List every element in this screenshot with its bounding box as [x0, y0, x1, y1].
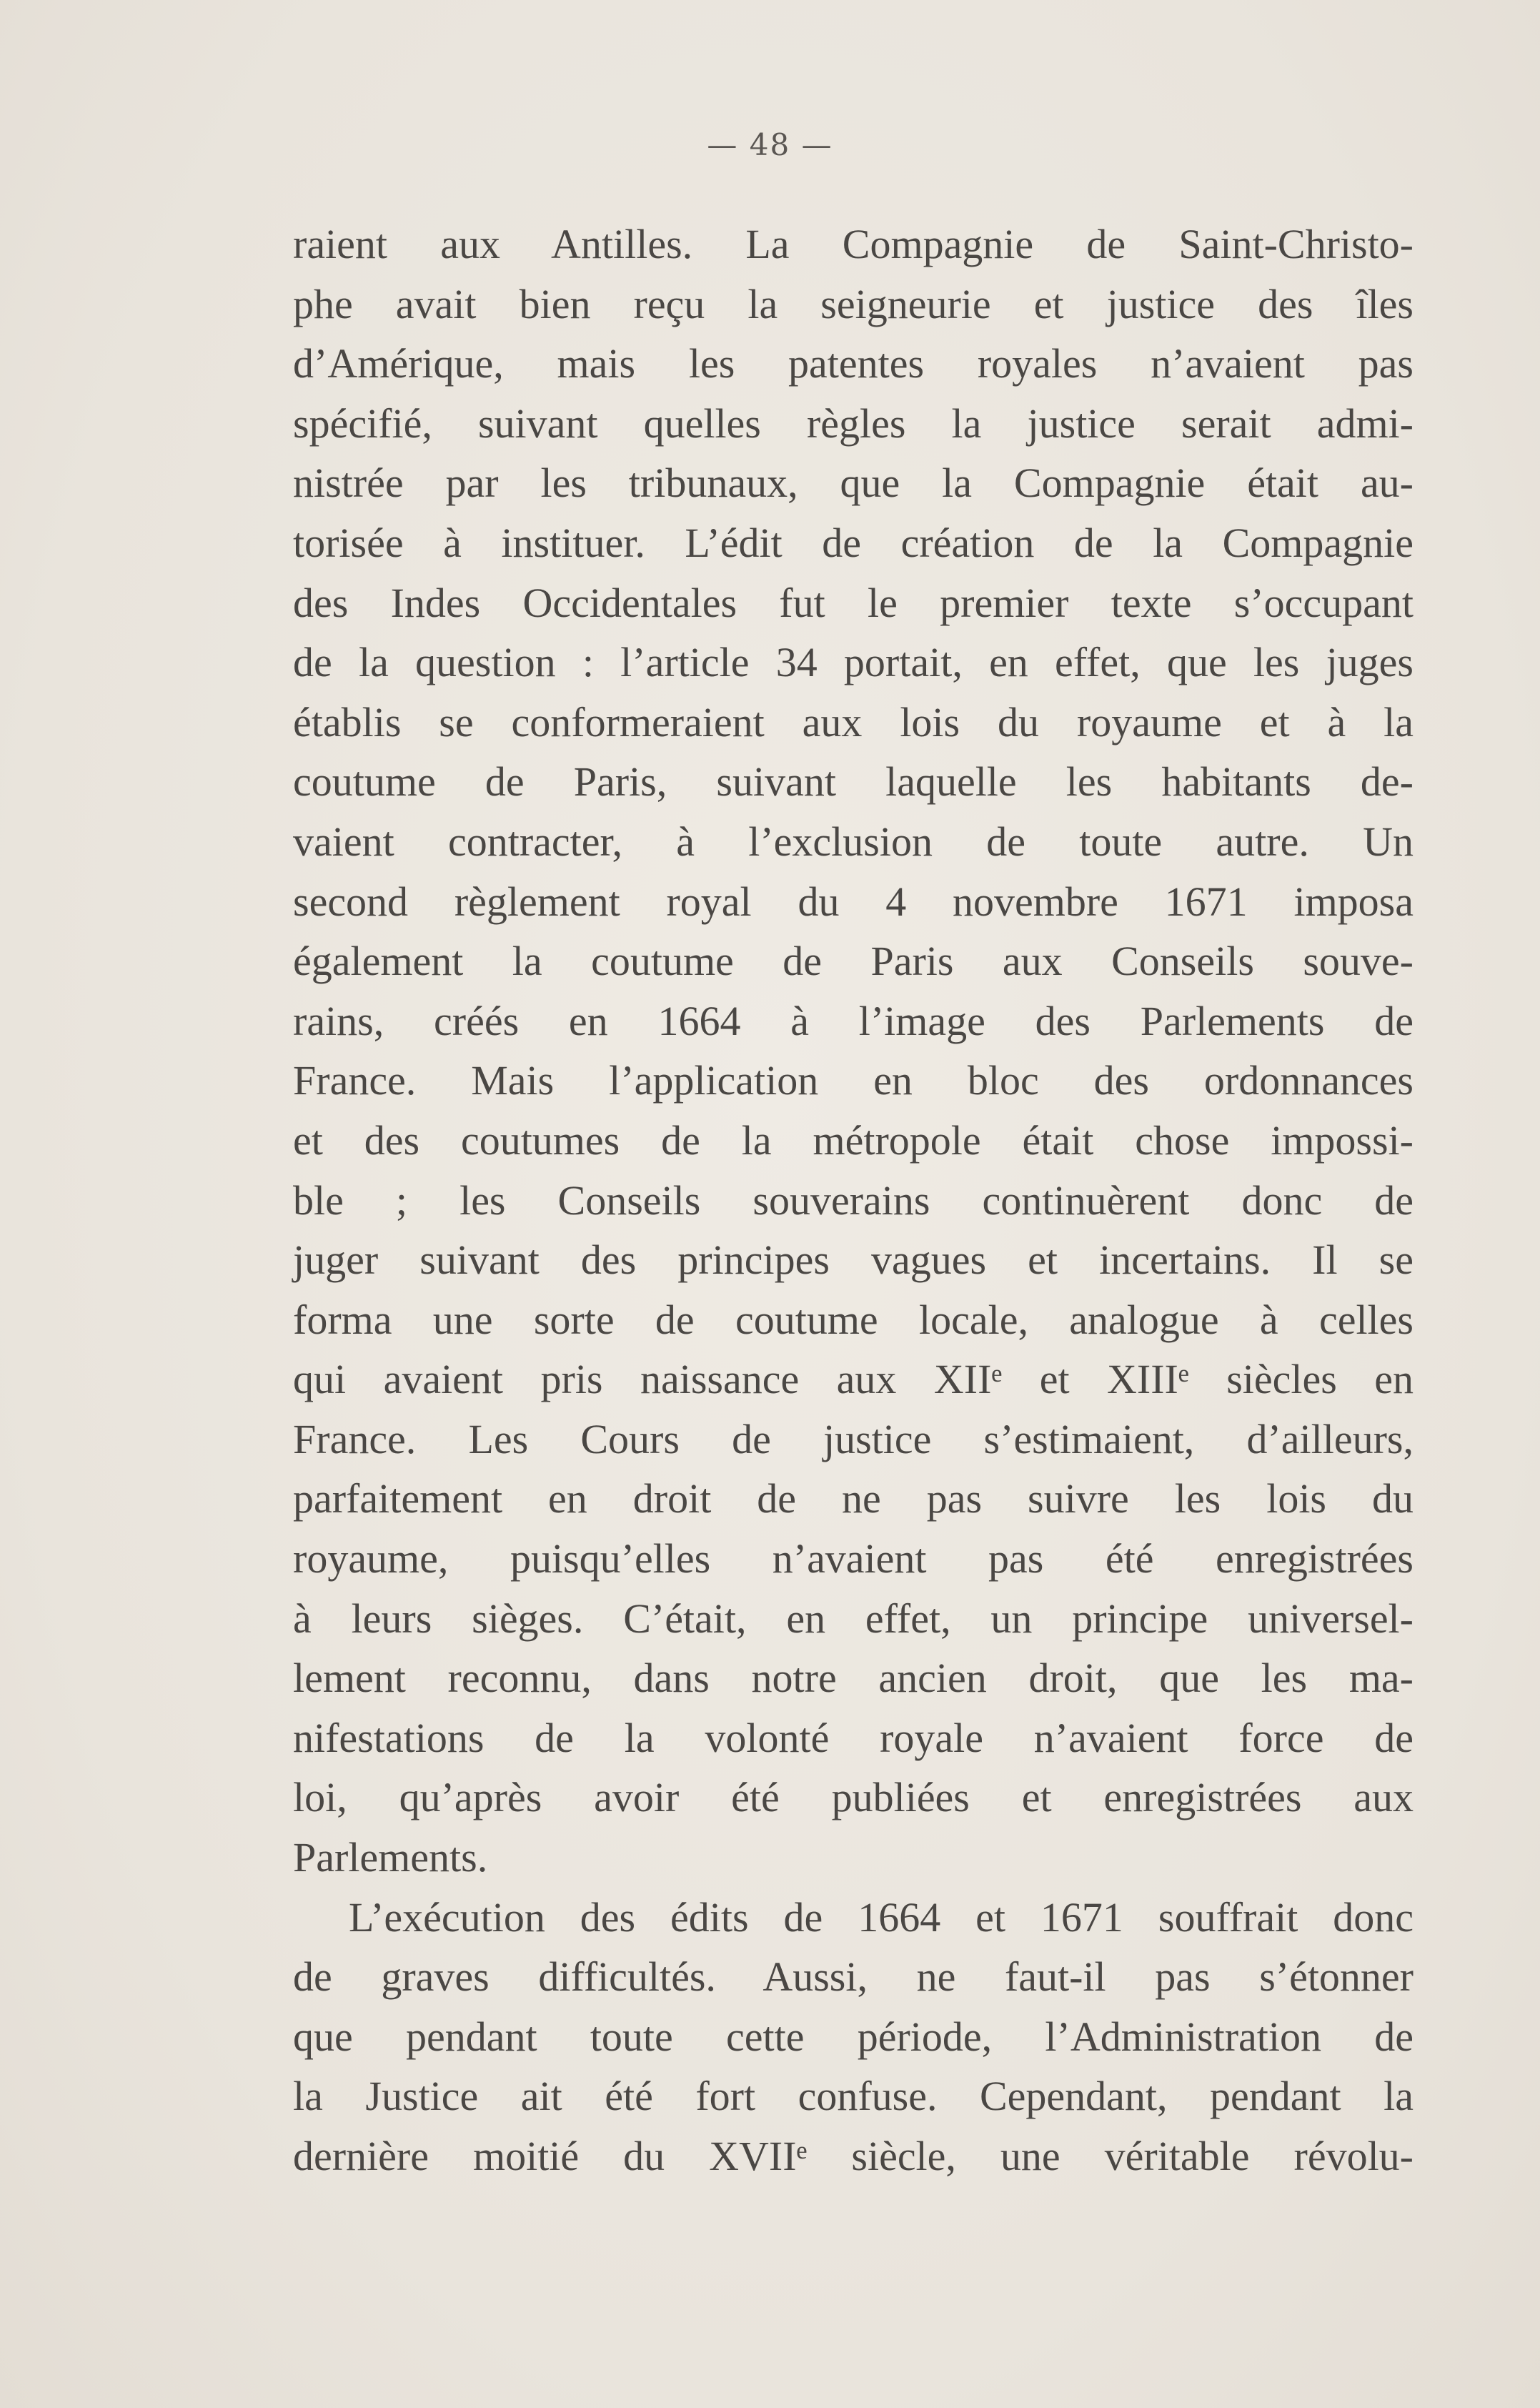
text-line: dernière moitié du XVIIᵉ siècle, une véritable révolu- [293, 2133, 1414, 2179]
text-line: que pendant toute cette période, l’Administration de [293, 2013, 1414, 2060]
text-line: établis se conformeraient aux lois du royaume et à la [293, 698, 1414, 745]
text-line: France. Mais l’application en bloc des ordonnances [293, 1057, 1414, 1104]
text-line: juger suivant des principes vagues et incertains. Il se [293, 1237, 1414, 1284]
text-line: qui avaient pris naissance aux XIIᵉ et XIIIᵉ siècles en [293, 1356, 1414, 1403]
text-line: second règlement royal du 4 novembre 1671 imposa [293, 878, 1414, 925]
text-line: nistrée par les tribunaux, que la Compagnie était au- [293, 460, 1414, 507]
text-line: rains, créés en 1664 à l’image des Parlements de [293, 997, 1414, 1044]
text-line: France. Les Cours de justice s’estimaient, d’ailleurs, [293, 1415, 1414, 1462]
text-line: royaume, puisqu’elles n’avaient pas été enregistrées [293, 1535, 1414, 1582]
text-line: spécifié, suivant quelles règles la justice serait admi- [293, 400, 1414, 447]
text-line: de la question : l’article 34 portait, en effet, que les juges [293, 639, 1414, 686]
text-line: lement reconnu, dans notre ancien droit, que les ma- [293, 1655, 1414, 1702]
text-line: à leurs sièges. C’était, en effet, un principe universel- [293, 1595, 1414, 1642]
text-line: d’Amérique, mais les patentes royales n’avaient pas [293, 340, 1414, 387]
text-line: la Justice ait été fort confuse. Cependant, pendant la [293, 2073, 1414, 2120]
text-line: parfaitement en droit de ne pas suivre les lois du [293, 1475, 1414, 1522]
text-line: ble ; les Conseils souverains continuèrent donc de [293, 1176, 1414, 1224]
page-number: — 48 — [707, 127, 833, 162]
text-line: vaient contracter, à l’exclusion de toute autre. Un [293, 818, 1414, 865]
text-line: loi, qu’après avoir été publiées et enregistrées aux [293, 1774, 1414, 1821]
text-line: et des coutumes de la métropole était chose impossi- [293, 1116, 1414, 1164]
text-line: coutume de Paris, suivant laquelle les habitants de- [293, 758, 1414, 806]
text-line: de graves difficultés. Aussi, ne faut-il pas s’étonner [293, 1953, 1414, 2001]
paragraph-end-line: Parlements. [293, 1834, 488, 1881]
text-line: phe avait bien reçu la seigneurie et justice des îles [293, 280, 1414, 327]
text-line: forma une sorte de coutume locale, analogue à celles [293, 1296, 1414, 1343]
text-line: nifestations de la volonté royale n’avaient force de [293, 1714, 1414, 1761]
text-line: raient aux Antilles. La Compagnie de Saint-Christo- [293, 221, 1414, 267]
text-line: également la coutume de Paris aux Conseils souve- [293, 938, 1414, 985]
text-line: torisée à instituer. L’édit de création de la Compagnie [293, 519, 1414, 566]
body-text [293, 214, 1414, 2186]
text-line: des Indes Occidentales fut le premier texte s’occupant [293, 579, 1414, 626]
paragraph-start-line: L’exécution des édits de 1664 et 1671 souffrait donc [349, 1893, 1414, 1941]
